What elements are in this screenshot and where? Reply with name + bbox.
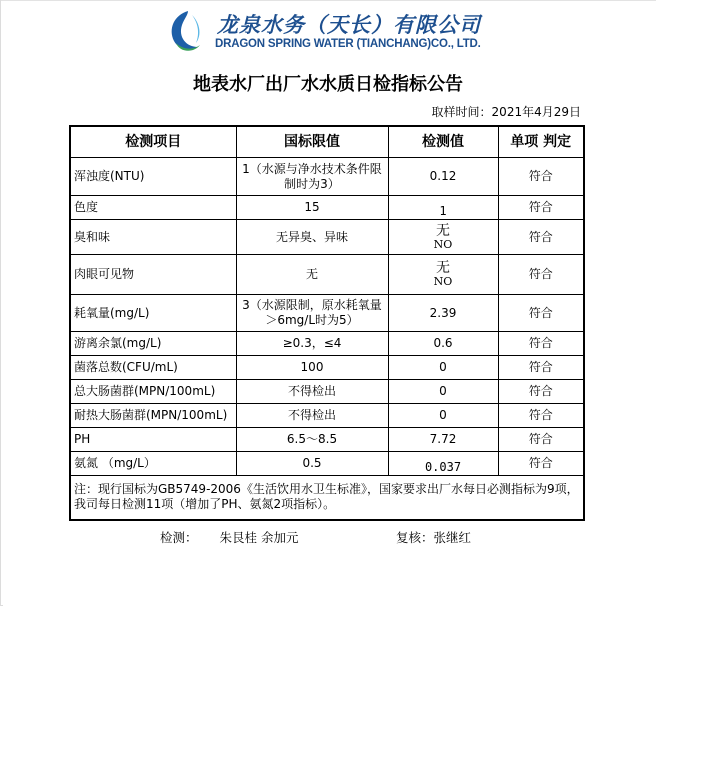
row-limit: 0.5 (236, 452, 388, 476)
row-value: 0.037 (388, 452, 498, 476)
row-item: 游离余氯(mg/L) (70, 332, 236, 356)
row-item: 菌落总数(CFU/mL) (70, 356, 236, 380)
page-title: 地表水厂出厂水水质日检指标公告 (193, 74, 463, 95)
sheet-border-bottom (0, 605, 3, 606)
company-logo-icon (166, 9, 206, 53)
sampling-time: 取样时间：2021年4月29日 (431, 105, 581, 119)
table-row (70, 404, 584, 428)
row-limit: 15 (236, 196, 388, 220)
table-note-row (70, 476, 584, 520)
row-value: 无 (436, 260, 450, 276)
row-value-sub: NO (433, 275, 453, 288)
row-item: 耐热大肠菌群(MPN/100mL) (70, 404, 236, 428)
reviewer-name: 张继红 (433, 530, 472, 545)
row-value: 0.12 (388, 158, 498, 196)
row-item: 耗氧量(mg/L) (70, 295, 236, 332)
table-row (70, 295, 584, 332)
row-item: PH (70, 428, 236, 452)
table-row (70, 220, 584, 255)
row-item: 臭和味 (70, 220, 236, 255)
row-judgement: 符合 (498, 404, 584, 428)
table-row (70, 452, 584, 476)
row-judgement: 符合 (498, 158, 584, 196)
inspector-names: 朱艮桂 余加元 (219, 530, 299, 545)
row-judgement: 符合 (498, 220, 584, 255)
inspector-signature (160, 528, 299, 546)
row-value: 0 (388, 380, 498, 404)
row-judgement: 符合 (498, 380, 584, 404)
row-value: 0.6 (388, 332, 498, 356)
row-limit: 不得检出 (236, 404, 388, 428)
company-name-en: DRAGON SPRING WATER (TIANCHANG)CO., LTD. (215, 38, 481, 50)
row-judgement: 符合 (498, 255, 584, 295)
row-item: 色度 (70, 196, 236, 220)
row-item: 总大肠菌群(MPN/100mL) (70, 380, 236, 404)
sheet-border-top (0, 0, 656, 1)
row-item: 氨氮 （mg/L） (70, 452, 236, 476)
inspector-label: 检测： (160, 530, 198, 545)
table-header-row (70, 126, 584, 158)
header-judgement: 单项 判定 (498, 126, 584, 158)
company-name-cn: 龙泉水务（天长）有限公司 (217, 12, 481, 37)
header-item: 检测项目 (70, 126, 236, 158)
water-quality-table (69, 125, 585, 521)
table-row (70, 255, 584, 295)
table-row (70, 158, 584, 196)
row-limit: 6.5～8.5 (236, 428, 388, 452)
row-value: 7.72 (388, 428, 498, 452)
reviewer-label: 复核： (396, 530, 434, 545)
row-judgement: 符合 (498, 452, 584, 476)
row-value: 2.39 (388, 295, 498, 332)
row-limit: 无异臭、异味 (236, 220, 388, 255)
row-judgement: 符合 (498, 295, 584, 332)
row-value: 1 (388, 196, 498, 220)
row-limit: 100 (236, 356, 388, 380)
table-row (70, 380, 584, 404)
row-value: 无 (436, 222, 450, 239)
table-row (70, 428, 584, 452)
row-limit: 不得检出 (236, 380, 388, 404)
row-limit: 3（水源限制，原水耗氧量＞6mg/L时为5） (236, 295, 388, 332)
reviewer-signature (396, 528, 471, 546)
row-judgement: 符合 (498, 428, 584, 452)
row-limit: ≥0.3，≤4 (236, 332, 388, 356)
row-value: 0 (388, 404, 498, 428)
table-note: 注：现行国标为GB5749-2006《生活饮用水卫生标准》，国家要求出厂水每日必测指标为9项，我司每日检测11项（增加了PH、氨氮2项指标）。 (70, 476, 584, 520)
row-value-cell (388, 255, 498, 295)
row-item: 肉眼可见物 (70, 255, 236, 295)
row-judgement: 符合 (498, 356, 584, 380)
row-value-cell (388, 220, 498, 255)
table-row (70, 196, 584, 220)
row-judgement: 符合 (498, 196, 584, 220)
row-limit: 无 (236, 255, 388, 295)
table-row (70, 356, 584, 380)
header-limit: 国标限值 (236, 126, 388, 158)
table-row (70, 332, 584, 356)
header-value: 检测值 (388, 126, 498, 158)
row-limit: 1（水源与净水技术条件限制时为3） (236, 158, 388, 196)
row-judgement: 符合 (498, 332, 584, 356)
row-value-sub: NO (433, 237, 453, 251)
row-item: 浑浊度(NTU) (70, 158, 236, 196)
row-value: 0 (388, 356, 498, 380)
